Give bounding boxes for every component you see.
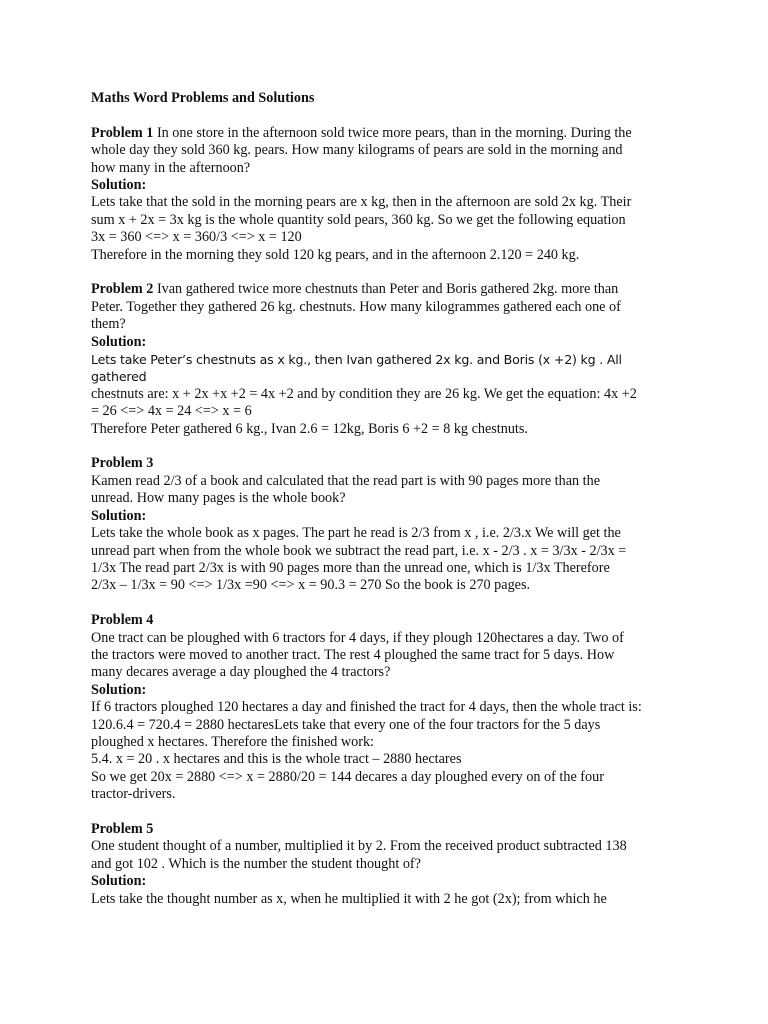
problem-text: Kamen read 2/3 of a book and calculated that the read part is with 90 pages more than the — [91, 472, 600, 489]
problem-label: Problem 1 — [91, 124, 154, 141]
problem-5 — [91, 821, 681, 908]
solution-text: Lets take the whole book as x pages. The part he read is 2/3 from x , i.e. 2/3.x We will get the — [91, 525, 621, 542]
solution-label: Solution: — [91, 507, 147, 524]
solution-text: unread part when from the whole book we subtract the read part, i.e. x - 2/3 . x = 3/3x - 2/3x = — [91, 542, 627, 559]
solution-text: ploughed x hectares. Therefore the finished work: — [91, 733, 374, 750]
solution-text: 5.4. x = 20 . x hectares and this is the whole tract – 2880 hectares — [91, 751, 462, 768]
problem-1 — [91, 125, 681, 264]
solution-label: Solution: — [91, 681, 147, 698]
problem-2 — [91, 281, 681, 438]
problem-label: Problem 3 — [91, 455, 154, 472]
solution-label: Solution: — [91, 177, 147, 194]
document-body — [91, 90, 681, 925]
solution-text: 2/3x – 1/3x = 90 <=> 1/3x =90 <=> x = 90.3 = 270 So the book is 270 pages. — [91, 577, 531, 594]
solution-text: tractor-drivers. — [91, 786, 176, 803]
problem-statement-line — [91, 612, 681, 629]
problem-text: and got 102 . Which is the number the student thought of? — [91, 855, 421, 872]
solution-text: 120.6.4 = 720.4 = 2880 hectaresLets take that every one of the four tractors for the 5 days — [91, 716, 601, 733]
solution-text: Lets take Peter’s chestnuts as x kg., then Ivan gathered 2x kg. and Boris (x +2) kg . All gathered — [91, 352, 622, 385]
solution-text: So we get 20x = 2880 <=> x = 2880/20 = 144 decares a day ploughed every on of the four — [91, 768, 604, 785]
problem-label: Problem 2 — [91, 281, 154, 298]
problem-4 — [91, 612, 681, 803]
solution-text: Lets take the thought number as x, when he multiplied it with 2 he got (2x); from which he — [91, 890, 607, 907]
problem-text: many decares average a day ploughed the 4 tractors? — [91, 664, 391, 681]
problem-statement-line — [91, 821, 681, 838]
solution-text: 3x = 360 <=> x = 360/3 <=> x = 120 — [91, 229, 302, 246]
document-title: Maths Word Problems and Solutions — [91, 90, 315, 106]
problem-label: Problem 5 — [91, 820, 154, 837]
solution-text: If 6 tractors ploughed 120 hectares a day and finished the tract for 4 days, then the whole tract is: — [91, 699, 642, 716]
problem-text: Ivan gathered twice more chestnuts than Peter and Boris gathered 2kg. more than — [156, 281, 619, 298]
solution-text: Therefore in the morning they sold 120 kg pears, and in the afternoon 2.120 = 240 kg. — [91, 246, 580, 263]
solution-text: sum x + 2x = 3x kg is the whole quantity sold pears, 360 kg. So we get the following equation — [91, 211, 626, 228]
problem-3 — [91, 455, 681, 594]
solution-label: Solution: — [91, 873, 147, 890]
problem-text: how many in the afternoon? — [91, 159, 251, 176]
solution-text: chestnuts are: x + 2x +x +2 = 4x +2 and by condition they are 26 kg. We get the equation: 4x +2 — [91, 385, 637, 402]
problem-text: the tractors were moved to another tract. The rest 4 ploughed the same tract for 5 days. How — [91, 646, 615, 663]
solution-text: 1/3x The read part 2/3x is with 90 pages more than the unread one, which is 1/3x Therefore — [91, 559, 610, 576]
problem-statement-line — [91, 281, 681, 298]
problem-text: One student thought of a number, multiplied it by 2. From the received product subtracted 138 — [91, 838, 627, 855]
solution-label: Solution: — [91, 333, 147, 350]
solution-text: = 26 <=> 4x = 24 <=> x = 6 — [91, 403, 252, 420]
problem-text: One tract can be ploughed with 6 tractors for 4 days, if they plough 120hectares a day. Two of — [91, 629, 624, 646]
solution-text: Therefore Peter gathered 6 kg., Ivan 2.6 = 12kg, Boris 6 +2 = 8 kg chestnuts. — [91, 420, 528, 437]
problem-text: unread. How many pages is the whole book? — [91, 490, 346, 507]
problem-statement-line — [91, 125, 681, 142]
problem-text: whole day they sold 360 kg. pears. How many kilograms of pears are sold in the morning and — [91, 142, 623, 159]
solution-text: Lets take that the sold in the morning pears are x kg, then in the afternoon are sold 2x kg. Their — [91, 194, 632, 211]
problem-text: In one store in the afternoon sold twice more pears, than in the morning. During the — [156, 124, 632, 141]
problem-text: them? — [91, 316, 126, 333]
problem-text: Peter. Together they gathered 26 kg. chestnuts. How many kilogrammes gathered each one of — [91, 298, 621, 315]
problem-statement-line — [91, 455, 681, 472]
problem-label: Problem 4 — [91, 612, 154, 629]
